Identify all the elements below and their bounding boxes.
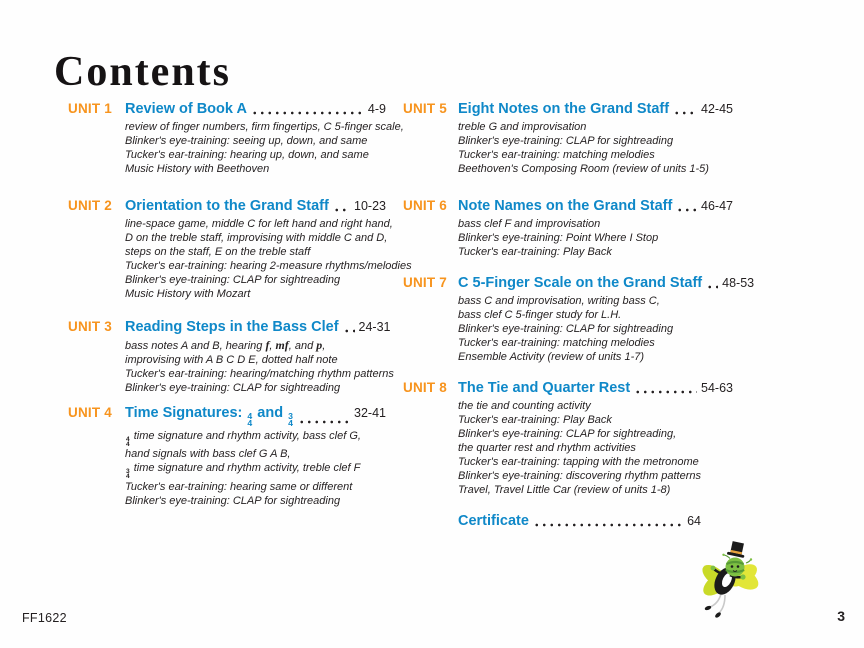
certificate-pages: 64 xyxy=(687,514,701,528)
unit-detail-line: Blinker's eye-training: CLAP for sightreading xyxy=(125,382,341,394)
unit-detail-line: hand signals with bass clef G A B, xyxy=(125,448,291,461)
unit-4-entry xyxy=(68,404,386,508)
unit-detail-line: Tucker's ear-training: matching melodies xyxy=(458,337,655,349)
unit-detail-line: Music History with Mozart xyxy=(125,288,251,300)
unit-7-label: UNIT 7 xyxy=(403,275,447,290)
unit-detail-line: Blinker's eye-training: discovering rhythm patterns xyxy=(458,470,701,482)
unit-2-details xyxy=(125,217,412,301)
unit-detail-line: Travel, Travel Little Car (review of units 1-8) xyxy=(458,484,671,496)
unit-1-pages: 4-9 xyxy=(367,102,386,116)
unit-7-title: C 5-Finger Scale on the Grand Staff xyxy=(458,275,703,291)
unit-detail-line: Tucker's ear-training: matching melodies xyxy=(458,149,655,161)
unit-2-title: Orientation to the Grand Staff xyxy=(125,198,329,214)
unit-8-label: UNIT 8 xyxy=(403,380,447,395)
unit-6-entry xyxy=(403,197,733,259)
unit-detail-line: the quarter rest and rhythm activities xyxy=(458,442,636,454)
right-column xyxy=(403,100,755,530)
unit-4-pages: 32-41 xyxy=(354,406,386,420)
dot-leader xyxy=(676,208,697,212)
unit-7-pages: 48-53 xyxy=(722,276,755,290)
unit-4-title: Time Signatures: 4 4 and 3 4 xyxy=(125,405,293,429)
unit-6-pages: 46-47 xyxy=(701,199,733,213)
catalog-code: FF1622 xyxy=(22,611,67,625)
unit-detail-line: Tucker's ear-training: Play Back xyxy=(458,414,612,426)
page-number: 3 xyxy=(837,608,845,624)
unit-detail-line: Beethoven's Composing Room (review of units 1-5) xyxy=(458,163,709,175)
unit-detail-line: Blinker's eye-training: CLAP for sightreading xyxy=(458,135,674,147)
unit-detail-line: steps on the staff, E on the treble staff xyxy=(125,246,311,258)
unit-3-label: UNIT 3 xyxy=(68,319,112,334)
unit-detail-line: Blinker's eye-training: CLAP for sightreading xyxy=(125,494,341,507)
unit-7-entry xyxy=(403,274,755,364)
unit-detail-line: bass C and improvisation, writing bass C, xyxy=(458,295,660,307)
left-column xyxy=(68,100,412,508)
page-title: Contents xyxy=(54,49,232,96)
dot-leader xyxy=(706,285,718,289)
dot-leader xyxy=(251,111,364,115)
unit-detail-line: bass clef C 5-finger study for L.H. xyxy=(458,309,622,321)
unit-5-pages: 42-45 xyxy=(701,102,733,116)
unit-detail-line: Blinker's eye-training: CLAP for sightreading xyxy=(458,323,674,335)
unit-2-entry xyxy=(68,197,412,301)
unit-detail-line: Tucker's ear-training: tapping with the metronome xyxy=(458,456,699,468)
unit-detail-line: treble G and improvisation xyxy=(458,121,587,133)
unit-5-entry xyxy=(403,100,733,176)
unit-3-pages: 24-31 xyxy=(358,320,391,334)
unit-1-title: Review of Book A xyxy=(125,101,247,117)
certificate-title: Certificate xyxy=(458,513,529,529)
unit-3-details xyxy=(125,338,394,395)
unit-5-label: UNIT 5 xyxy=(403,101,447,116)
unit-detail-line: improvising with A B C D E, dotted half note xyxy=(125,354,338,366)
unit-detail-line: line-space game, middle C for left hand and right hand, xyxy=(125,218,393,230)
unit-8-entry xyxy=(403,379,733,497)
firefly-head xyxy=(726,558,745,577)
dot-leader xyxy=(533,523,683,527)
dot-leader xyxy=(298,420,350,424)
unit-3-title: Reading Steps in the Bass Clef xyxy=(125,319,339,335)
unit-3-entry xyxy=(68,318,394,395)
unit-detail-line: bass notes A and B, hearing f, mf, and p, xyxy=(125,338,326,352)
unit-5-details xyxy=(458,120,733,176)
unit-detail-line: Tucker's ear-training: Play Back xyxy=(458,246,612,258)
dot-leader xyxy=(333,208,350,212)
unit-2-label: UNIT 2 xyxy=(68,198,112,213)
unit-1-details xyxy=(125,120,404,176)
unit-4-details xyxy=(125,429,386,508)
dot-leader xyxy=(673,111,697,115)
unit-6-title: Note Names on the Grand Staff xyxy=(458,198,673,214)
unit-detail-line: Blinker's eye-training: CLAP for sightreading xyxy=(125,274,341,286)
unit-detail-line: Tucker's ear-training: hearing same or different xyxy=(125,480,353,493)
unit-8-title: The Tie and Quarter Rest xyxy=(458,380,631,396)
unit-detail-line: review of finger numbers, firm fingertips, C 5-finger scale, xyxy=(125,121,404,133)
unit-4-label: UNIT 4 xyxy=(68,405,112,420)
firefly-legs xyxy=(704,594,725,619)
unit-detail-line: Blinker's eye-training: seeing up, down, and same xyxy=(125,135,368,147)
unit-8-pages: 54-63 xyxy=(701,381,733,395)
unit-detail-line: Music History with Beethoven xyxy=(125,163,270,175)
unit-detail-line: Tucker's ear-training: hearing 2-measure rhythms/melodies xyxy=(125,260,412,272)
unit-detail-line: Blinker's eye-training: CLAP for sightreading, xyxy=(458,428,677,440)
unit-detail-line: D on the treble staff, improvising with middle C and D, xyxy=(125,232,388,244)
unit-detail-line: Tucker's ear-training: hearing/matching rhythm patterns xyxy=(125,368,394,380)
unit-5-title: Eight Notes on the Grand Staff xyxy=(458,101,670,117)
unit-1-entry xyxy=(68,100,404,176)
unit-detail-line: 4 4 time signature and rhythm activity, bass clef G, xyxy=(126,430,361,448)
unit-1-label: UNIT 1 xyxy=(68,101,112,116)
blinker-firefly-illustration xyxy=(695,537,769,625)
dot-leader xyxy=(634,390,697,394)
unit-detail-line: Tucker's ear-training: hearing up, down, and same xyxy=(125,149,369,161)
unit-6-label: UNIT 6 xyxy=(403,198,447,213)
unit-6-details xyxy=(458,217,733,259)
dot-leader xyxy=(343,329,355,333)
firefly-top-hat xyxy=(727,540,747,558)
unit-detail-line: Ensemble Activity (review of units 1-7) xyxy=(458,351,645,363)
unit-detail-line: 3 4 time signature and rhythm activity, treble clef F xyxy=(126,462,361,481)
unit-7-details xyxy=(458,294,733,364)
unit-detail-line: Blinker's eye-training: Point Where I Stop xyxy=(458,232,659,244)
certificate-entry xyxy=(403,512,733,530)
unit-detail-line: bass clef F and improvisation xyxy=(458,218,601,230)
unit-detail-line: the tie and counting activity xyxy=(458,400,591,412)
unit-8-details xyxy=(458,399,733,497)
unit-2-pages: 10-23 xyxy=(354,199,386,213)
